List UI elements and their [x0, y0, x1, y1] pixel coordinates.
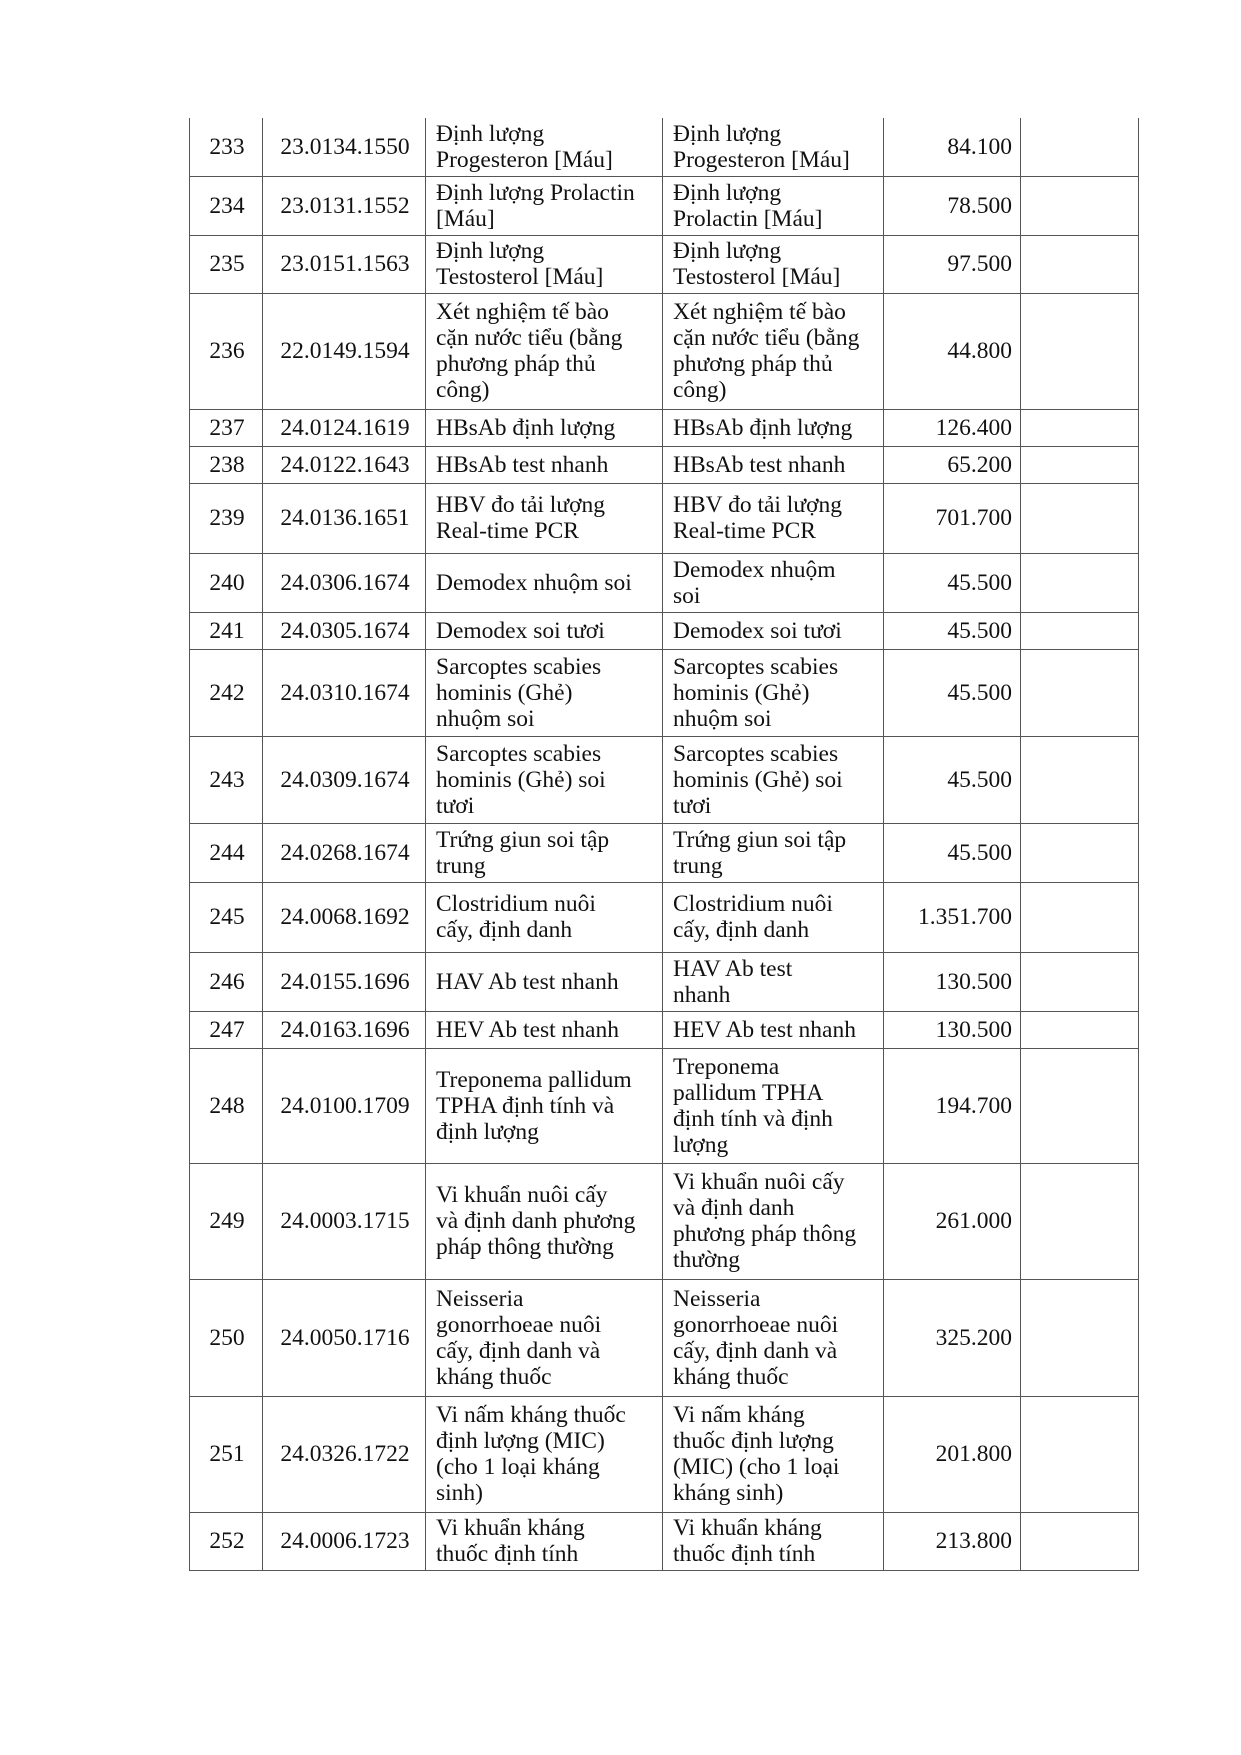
service-code: 24.0305.1674 [263, 612, 426, 649]
service-code: 24.0136.1651 [263, 483, 426, 553]
row-number: 246 [190, 952, 263, 1011]
service-name: HBsAb test nhanh [426, 446, 663, 483]
service-price: 97.500 [884, 235, 1021, 293]
service-name-approved: Treponema pallidum TPHA định tính và định lượng [663, 1048, 884, 1163]
service-name-approved: Vi khuẩn kháng thuốc định tính [663, 1512, 884, 1570]
service-price: 1.351.700 [884, 882, 1021, 952]
table-row [190, 176, 1139, 235]
service-price: 325.200 [884, 1279, 1021, 1396]
service-name: Demodex soi tươi [426, 612, 663, 649]
table-row [190, 1048, 1139, 1163]
row-number: 250 [190, 1279, 263, 1396]
service-code: 24.0050.1716 [263, 1279, 426, 1396]
service-name-approved: Xét nghiệm tế bào cặn nước tiểu (bằng phương pháp thủ công) [663, 293, 884, 409]
service-price: 701.700 [884, 483, 1021, 553]
table-row [190, 553, 1139, 612]
service-name: Vi khuẩn kháng thuốc định tính [426, 1512, 663, 1570]
note-cell [1021, 235, 1139, 293]
row-number: 251 [190, 1396, 263, 1512]
table-row [190, 446, 1139, 483]
service-name: Trứng giun soi tập trung [426, 823, 663, 882]
service-price: 126.400 [884, 409, 1021, 446]
service-name-approved: Định lượng Progesteron [Máu] [663, 118, 884, 176]
service-price-table [189, 118, 1139, 1571]
row-number: 236 [190, 293, 263, 409]
table-row [190, 118, 1139, 176]
service-price: 201.800 [884, 1396, 1021, 1512]
service-code: 24.0124.1619 [263, 409, 426, 446]
table-row [190, 235, 1139, 293]
service-name: HEV Ab test nhanh [426, 1011, 663, 1048]
service-price: 261.000 [884, 1163, 1021, 1279]
note-cell [1021, 553, 1139, 612]
service-code: 24.0003.1715 [263, 1163, 426, 1279]
service-name: HAV Ab test nhanh [426, 952, 663, 1011]
service-name-approved: HEV Ab test nhanh [663, 1011, 884, 1048]
service-price: 130.500 [884, 952, 1021, 1011]
service-name: Clostridium nuôi cấy, định danh [426, 882, 663, 952]
service-price: 45.500 [884, 823, 1021, 882]
service-code: 24.0068.1692 [263, 882, 426, 952]
service-price: 44.800 [884, 293, 1021, 409]
service-name-approved: Định lượng Prolactin [Máu] [663, 176, 884, 235]
service-code: 23.0131.1552 [263, 176, 426, 235]
row-number: 241 [190, 612, 263, 649]
table-row [190, 882, 1139, 952]
service-code: 24.0100.1709 [263, 1048, 426, 1163]
note-cell [1021, 952, 1139, 1011]
note-cell [1021, 1011, 1139, 1048]
service-code: 24.0306.1674 [263, 553, 426, 612]
row-number: 248 [190, 1048, 263, 1163]
row-number: 242 [190, 649, 263, 736]
table-row [190, 483, 1139, 553]
table-row [190, 736, 1139, 823]
service-price: 45.500 [884, 553, 1021, 612]
row-number: 249 [190, 1163, 263, 1279]
service-price: 65.200 [884, 446, 1021, 483]
service-name-approved: HBsAb test nhanh [663, 446, 884, 483]
service-name: HBsAb định lượng [426, 409, 663, 446]
service-name: HBV đo tải lượng Real-time PCR [426, 483, 663, 553]
row-number: 240 [190, 553, 263, 612]
row-number: 237 [190, 409, 263, 446]
service-name: Vi nấm kháng thuốc định lượng (MIC) (cho 1 loại kháng sinh) [426, 1396, 663, 1512]
service-price: 213.800 [884, 1512, 1021, 1570]
note-cell [1021, 612, 1139, 649]
service-name-approved: Demodex nhuộm soi [663, 553, 884, 612]
service-name: Sarcoptes scabies hominis (Ghẻ) nhuộm soi [426, 649, 663, 736]
note-cell [1021, 649, 1139, 736]
service-name: Định lượng Testosterol [Máu] [426, 235, 663, 293]
service-code: 22.0149.1594 [263, 293, 426, 409]
note-cell [1021, 882, 1139, 952]
service-name-approved: Sarcoptes scabies hominis (Ghẻ) soi tươi [663, 736, 884, 823]
service-code: 24.0155.1696 [263, 952, 426, 1011]
service-name-approved: Clostridium nuôi cấy, định danh [663, 882, 884, 952]
service-code: 24.0326.1722 [263, 1396, 426, 1512]
service-code: 24.0163.1696 [263, 1011, 426, 1048]
note-cell [1021, 446, 1139, 483]
row-number: 252 [190, 1512, 263, 1570]
row-number: 244 [190, 823, 263, 882]
service-name-approved: HBsAb định lượng [663, 409, 884, 446]
service-name-approved: HAV Ab test nhanh [663, 952, 884, 1011]
service-code: 24.0268.1674 [263, 823, 426, 882]
service-name-approved: Sarcoptes scabies hominis (Ghẻ) nhuộm soi [663, 649, 884, 736]
table-row [190, 1279, 1139, 1396]
service-name: Xét nghiệm tế bào cặn nước tiểu (bằng phương pháp thủ công) [426, 293, 663, 409]
table-row [190, 1011, 1139, 1048]
row-number: 238 [190, 446, 263, 483]
service-name-approved: Neisseria gonorrhoeae nuôi cấy, định danh và kháng thuốc [663, 1279, 884, 1396]
table-row [190, 952, 1139, 1011]
service-name: Neisseria gonorrhoeae nuôi cấy, định danh và kháng thuốc [426, 1279, 663, 1396]
note-cell [1021, 736, 1139, 823]
service-code: 24.0310.1674 [263, 649, 426, 736]
note-cell [1021, 1163, 1139, 1279]
service-name: Định lượng Progesteron [Máu] [426, 118, 663, 176]
note-cell [1021, 823, 1139, 882]
table-body [190, 118, 1139, 1570]
note-cell [1021, 293, 1139, 409]
service-price: 130.500 [884, 1011, 1021, 1048]
note-cell [1021, 483, 1139, 553]
table-row [190, 1512, 1139, 1570]
service-price: 194.700 [884, 1048, 1021, 1163]
note-cell [1021, 118, 1139, 176]
table-row [190, 823, 1139, 882]
table-row [190, 293, 1139, 409]
note-cell [1021, 409, 1139, 446]
row-number: 234 [190, 176, 263, 235]
note-cell [1021, 1396, 1139, 1512]
service-name-approved: Định lượng Testosterol [Máu] [663, 235, 884, 293]
table-row [190, 1396, 1139, 1512]
service-name: Định lượng Prolactin [Máu] [426, 176, 663, 235]
table-row [190, 1163, 1139, 1279]
row-number: 239 [190, 483, 263, 553]
row-number: 243 [190, 736, 263, 823]
service-name-approved: Demodex soi tươi [663, 612, 884, 649]
service-code: 24.0006.1723 [263, 1512, 426, 1570]
table-row [190, 649, 1139, 736]
service-name-approved: HBV đo tải lượng Real-time PCR [663, 483, 884, 553]
service-price: 45.500 [884, 736, 1021, 823]
note-cell [1021, 176, 1139, 235]
service-name: Demodex nhuộm soi [426, 553, 663, 612]
service-name-approved: Vi nấm kháng thuốc định lượng (MIC) (cho 1 loại kháng sinh) [663, 1396, 884, 1512]
row-number: 245 [190, 882, 263, 952]
table-row [190, 612, 1139, 649]
service-name-approved: Vi khuẩn nuôi cấy và định danh phương pháp thông thường [663, 1163, 884, 1279]
row-number: 247 [190, 1011, 263, 1048]
note-cell [1021, 1512, 1139, 1570]
service-name: Sarcoptes scabies hominis (Ghẻ) soi tươi [426, 736, 663, 823]
row-number: 235 [190, 235, 263, 293]
service-price: 45.500 [884, 612, 1021, 649]
service-name: Vi khuẩn nuôi cấy và định danh phương pháp thông thường [426, 1163, 663, 1279]
service-code: 23.0151.1563 [263, 235, 426, 293]
note-cell [1021, 1048, 1139, 1163]
row-number: 233 [190, 118, 263, 176]
service-price: 84.100 [884, 118, 1021, 176]
service-code: 23.0134.1550 [263, 118, 426, 176]
service-name-approved: Trứng giun soi tập trung [663, 823, 884, 882]
note-cell [1021, 1279, 1139, 1396]
table-row [190, 409, 1139, 446]
service-code: 24.0309.1674 [263, 736, 426, 823]
service-name: Treponema pallidum TPHA định tính và định lượng [426, 1048, 663, 1163]
service-price: 78.500 [884, 176, 1021, 235]
service-code: 24.0122.1643 [263, 446, 426, 483]
service-price: 45.500 [884, 649, 1021, 736]
